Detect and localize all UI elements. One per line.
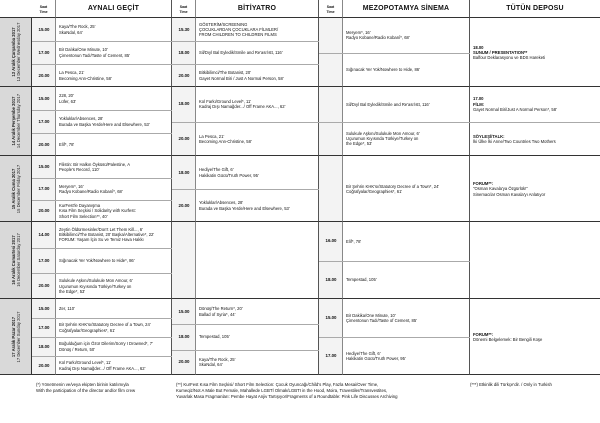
- screening-time: 17.00: [38, 324, 50, 330]
- screening-time: 20.00: [178, 202, 190, 208]
- screening-entry: [59, 70, 112, 80]
- footnote-line: Kumeqiz/Not A Male But Female, Mahallede LGBTİ Olmak/LGBTI in the Hood, Moira, Travestiler/Transvestites,: [176, 388, 388, 393]
- film-title-line: Boğulduğum için Özür Dilerim/Sorry I Drowned*, 7': [59, 341, 153, 347]
- slot-divider: [32, 133, 172, 134]
- film-title-line: Bir Dakika/One Minute, 10': [346, 312, 396, 318]
- event-time: 18.00: [473, 44, 484, 50]
- screening-entry: [473, 181, 545, 197]
- slot-divider: [172, 122, 319, 123]
- slot-divider: [172, 324, 319, 325]
- screening-entry: [199, 306, 243, 316]
- slot-divider: [32, 318, 172, 319]
- venue-aynali-gecit: AYNALI GEÇİT: [56, 0, 172, 18]
- film-title-line: Bitkibilimci/The Botanist, 20': [199, 70, 252, 76]
- footnotes: [0, 378, 600, 423]
- film-title-line: Bir Dalıka/One Minute, 10': [59, 47, 108, 53]
- screening-time: 18.00: [178, 334, 190, 339]
- slot-divider: [172, 41, 319, 42]
- film-title-line: Bir Şehrin KHK'sı/Statutory Decree of a Town, 24': [59, 322, 151, 328]
- screening-time: 20.00: [38, 362, 50, 368]
- screening-entry: [59, 360, 145, 370]
- screening-time: 20.00: [38, 72, 50, 78]
- film-title-line: Radyo Kobane/Radio Kobanî*, 68': [346, 35, 410, 41]
- venue-column: [196, 222, 319, 299]
- film-title-line: Short Film Selection**, 40': [59, 213, 108, 219]
- film-title-line: FORUM**:: [473, 331, 494, 337]
- screening-entry: [59, 184, 123, 194]
- day-block: [0, 156, 600, 222]
- day-label-text: [11, 164, 21, 212]
- film-title-line: Yokluklar/Absences, 28': [199, 200, 244, 206]
- film-title-line: Çimentonun Tadı/Taste of Cement, 85': [59, 52, 131, 58]
- film-title-line: "Osman Kavala'ya Özgürlük!": [473, 186, 528, 192]
- screening-entry: [346, 67, 420, 72]
- film-title-line: Bir Şehrin KHK'sı/Statutory Decree of a Town*, 24': [346, 183, 440, 189]
- day-label-en: 13 December Wednesday 2017: [15, 22, 21, 82]
- screening-entry: [346, 351, 406, 361]
- film-title-line: Kadraj Dışı Namağder.../ Off Frame AKA..., 62': [59, 365, 146, 371]
- film-title-line: Çimentonun Tadı/Taste of Cement, 85': [346, 318, 418, 323]
- film-title-line: KurFest'le Dayanışma: [59, 203, 101, 209]
- footnote-kurfest: [176, 382, 398, 400]
- film-title-line: Dönemi Belgelemek: Bir Bengili Koşe: [473, 337, 543, 342]
- day-label-en: 16 December Saturday 2017: [15, 233, 21, 287]
- footnote-language: [470, 382, 552, 388]
- footnote-line: With the participation of the director and/or film crew: [36, 388, 136, 393]
- footnote-line: (**) KurFest Kısa Film Seçkisi/ Short Film Selection: Çocuk Oyuncağı/Child's Play, Fazla Mesai/Over Time,: [176, 382, 379, 387]
- screening-entry: [59, 306, 75, 311]
- film-title-line: Sığınacak Yer Yok/Nowhere to Hide*, 86': [59, 257, 135, 263]
- screening-entry: [473, 96, 557, 112]
- screening-entry: [199, 22, 278, 38]
- film-title-line: La Pesca, 21': [199, 133, 225, 139]
- screening-time: 18.00: [38, 343, 50, 349]
- screening-time: 16.00: [325, 238, 337, 244]
- screening-entry: [473, 332, 542, 342]
- film-title-line: ÇOCUKLARDAN ÇOCUKLARA FİLMLER/: [199, 26, 279, 32]
- schedule-header: [0, 0, 600, 18]
- day-label-tr: 15 Aralık Cuma 2017: [10, 168, 16, 209]
- screening-entry: [59, 341, 153, 351]
- screening-entry: [59, 47, 130, 57]
- film-title-line: SkaNdal, 64': [59, 29, 83, 35]
- footnote-line: Yuvarlak Masa Fragmanları: Pembe Hayat Anjiv Tartışıyor/Fragments of a Roundtable: Pink Life Discusses Archiving: [176, 394, 398, 399]
- screening-time: 15.00: [38, 26, 50, 32]
- film-title-line: Kadraj Dışı Namağder.../ Off Frame AKA..., 62': [199, 104, 286, 110]
- film-title-line: Dönüş/The Return*, 20': [199, 306, 243, 312]
- film-title-line: Bitkibilimci/The Botanist, 20' Başka/Alternative*, 22': [59, 232, 155, 238]
- day-block: [0, 222, 600, 299]
- slot-divider: [32, 178, 172, 179]
- screening-time: 15.00: [178, 308, 190, 314]
- screening-time: 20.00: [38, 141, 50, 147]
- day-label-text: [11, 23, 21, 82]
- film-title-line: Filistin: Bir Halkın Öyküsü/Palestine, A: [59, 161, 130, 167]
- film-title-line: Uçurumun Kıyısında Türkiye/Turkey on: [346, 136, 419, 142]
- film-title-line: Lüfer, 63': [59, 98, 77, 104]
- film-title-line: Sulukule Aşkını/Sulukule Mon Amour, 6': [346, 130, 420, 136]
- film-title-line: İki Ülke İki Anne/Two Countries Two Mothers: [473, 138, 556, 144]
- screening-entry: [346, 131, 420, 147]
- screening-entry: [59, 258, 135, 263]
- slot-divider: [32, 110, 172, 111]
- screening-time: 17.00: [325, 353, 337, 358]
- day-label-tr: 14 Aralık Perşembe 2017: [10, 96, 16, 146]
- film-title-line: Hakikatin Gücü/Truth Power, 95': [199, 172, 259, 178]
- film-title-line: Kol Farkı/Ground Level*, 11': [59, 360, 112, 366]
- screening-entry: [59, 162, 130, 172]
- film-title-line: SkaNdal, 64': [199, 362, 223, 368]
- day-label-en: 14 December Thursday 2017: [15, 93, 21, 149]
- film-title-line: Becoming Ann-Christine, 58': [59, 75, 112, 81]
- film-title-line: Coğrafyalar/Geographies*, 61': [346, 189, 403, 194]
- event-time: 17.00: [473, 96, 484, 102]
- film-title-line: 228, 20': [59, 93, 74, 99]
- footnote-line: (*) Yönetmenin ve/veya ekipten birinin katılımıyla: [36, 382, 129, 387]
- screening-entry: [199, 357, 235, 367]
- day-label-tr: 16 Aralık Cumartesi 2017: [10, 235, 16, 285]
- schedule-grid: [0, 18, 600, 375]
- screening-time: 20.00: [178, 359, 190, 365]
- screening-entry: [199, 70, 284, 80]
- day-label: [0, 18, 32, 87]
- venue-column: [470, 222, 600, 299]
- slot-divider: [32, 248, 172, 249]
- day-label-en: 15 December Friday 2017: [15, 164, 21, 213]
- time-text: Time: [179, 9, 188, 14]
- day-label: [0, 156, 32, 222]
- film-title-line: Zer, 110': [59, 305, 75, 311]
- film-title-line: Yokluklar/Absences, 28': [59, 116, 104, 122]
- film-title-line: Uçurumun Kıyısında Türkiye/Turkey on: [59, 283, 132, 289]
- film-title-line: FORUM: Yaşam İçin Su ve Temiz Hava Hakkı: [59, 237, 144, 243]
- screening-entry: [473, 45, 545, 61]
- time-column: [319, 156, 343, 222]
- slot-divider: [172, 189, 319, 190]
- slot-divider: [172, 64, 319, 65]
- day-label-text: [11, 233, 21, 287]
- day-label: [0, 87, 32, 156]
- film-title-line: SUNUM / PRESENTATION**: [473, 49, 528, 55]
- film-title-line: GÖSTERİM/SCREENING: [199, 21, 248, 27]
- film-title-line: Hediye/The Gift, 6': [346, 350, 381, 356]
- film-title-line: SÖYLEŞİ/TALK:: [473, 133, 505, 139]
- film-title-line: Balfour Deklarasyonu ve BDS Hareketi: [473, 55, 546, 61]
- screening-entry: [59, 116, 150, 126]
- time-text: Time: [326, 9, 335, 14]
- film-title-line: FİLM:: [473, 101, 485, 107]
- day-label-text: [11, 311, 21, 362]
- time-text: Time: [39, 9, 48, 14]
- saat-text: Saat: [39, 5, 48, 9]
- saat-label-3: [319, 0, 343, 18]
- saat-text: Saat: [179, 5, 188, 9]
- film-title-line: Sil/Dıyl Bal Eyledik/Smile and Re'ası'istt, 116': [199, 49, 283, 55]
- screening-entry: [346, 102, 430, 107]
- film-title-line: FORUM**:: [473, 181, 494, 187]
- screening-time: 15.30: [178, 26, 190, 32]
- slot-divider: [32, 356, 172, 357]
- film-title-line: Sulukule Aşkını/Sulukule Mon Amour, 6': [59, 278, 133, 284]
- screening-time: 15.00: [38, 164, 50, 169]
- screening-time: 15.00: [38, 95, 50, 101]
- film-title-line: Meryem*, 16': [59, 183, 84, 189]
- screening-time: 18.00: [178, 169, 190, 175]
- screening-entry: [199, 167, 259, 177]
- film-title-line: Radyo Kobane/Radio Kobanî*, 68': [59, 189, 123, 194]
- screening-entry: [59, 227, 154, 243]
- film-title-line: FROM CHILDREN TO CHILDREN FILMS: [199, 32, 277, 38]
- screening-entry: [59, 93, 76, 103]
- film-title-line: the Edge*, 53': [346, 141, 373, 147]
- screening-entry: [346, 184, 439, 194]
- film-title-line: People's Record, 110': [59, 167, 100, 172]
- day-label-tr: 13 Aralık Çarşamba 2017: [10, 27, 16, 77]
- saat-label-2: [172, 0, 196, 18]
- film-title-line: Ballad of Syria*, 44': [199, 311, 236, 317]
- screening-entry: [199, 50, 283, 55]
- screening-entry: [473, 134, 556, 144]
- screening-time: 15.00: [325, 315, 337, 320]
- screening-entry: [59, 322, 151, 332]
- film-title-line: Sinemacılar Osman Kavala'yı Anlatıyor: [473, 191, 546, 197]
- screening-entry: [59, 203, 136, 219]
- screening-entry: [199, 99, 285, 109]
- screening-time: 18.00: [178, 49, 190, 55]
- screening-time: 20.00: [38, 283, 50, 289]
- film-title-line: Tempestad, 105': [346, 277, 377, 283]
- slot-divider: [319, 337, 470, 338]
- screening-time: 17.00: [38, 186, 50, 191]
- film-title-line: Sil/Dıyl Bal Eyledik/Smile and Re'ası'istt, 116': [346, 101, 430, 107]
- screening-entry: [346, 30, 410, 40]
- film-title-line: Kısa Film Seçkisi / Solidarity with Kurfest:: [59, 208, 136, 214]
- slot-divider: [32, 200, 172, 201]
- film-title-line: Gayet Normal Biri / Just A Normal Person, 58': [199, 75, 284, 81]
- screening-time: 17.00: [38, 257, 50, 263]
- film-title-line: Hediye/The Gift, 6': [199, 167, 234, 173]
- film-title-line: Zeytin Öldürmesinler/Don't Let Them Kill..., 6': [59, 227, 143, 233]
- day-label: [0, 299, 32, 375]
- screening-time: 18.00: [178, 101, 190, 107]
- film-title-line: Tempestad, 105': [199, 334, 230, 340]
- slot-divider: [470, 122, 600, 123]
- screening-time: 20.00: [178, 72, 190, 78]
- saat-text: Saat: [326, 5, 335, 9]
- film-title-line: Gayet Normal Biri/Just A Normal Person*, 58': [473, 106, 557, 112]
- header-blank: [0, 0, 32, 18]
- film-title-line: Kaya/The Rock, 25': [199, 357, 236, 363]
- screening-time: 20.00: [38, 208, 50, 213]
- film-title-line: Burada ve Başka Yerde/Here and Elsewhere, 53': [199, 205, 290, 211]
- screening-entry: [199, 200, 290, 210]
- slot-divider: [319, 122, 470, 123]
- slot-divider: [319, 261, 470, 262]
- slot-divider: [319, 53, 470, 54]
- film-title-line: Becoming Ann-Christine, 58': [199, 138, 252, 144]
- film-title-line: Coğrafyalar/Geographies*, 61': [59, 327, 116, 333]
- film-title-line: Burada ve Başka Yerde/Here and Elsewhere, 53': [59, 121, 150, 127]
- slot-divider: [32, 41, 172, 42]
- footnote-director: [36, 382, 135, 394]
- venue-mezopotamya-sinema: MEZOPOTAMYA SİNEMA: [343, 0, 470, 18]
- film-title-line: Kol Farkı/Ground Level*, 11': [199, 99, 252, 105]
- screening-time: 18.00: [325, 276, 337, 282]
- screening-time: 15.00: [38, 305, 50, 311]
- time-column: [172, 222, 196, 299]
- film-title-line: Dönüş / Return, 50': [59, 346, 95, 352]
- screening-entry: [59, 142, 74, 147]
- screening-entry: [346, 313, 417, 323]
- slot-divider: [32, 64, 172, 65]
- film-title-line: Elif*, 78': [59, 141, 75, 147]
- day-label-text: [11, 94, 21, 148]
- film-title-line: La Pesca, 21': [59, 70, 85, 76]
- footnote-line: (***) Etkinlik dili Türkçe'dir. / Only in Turkish: [470, 382, 552, 387]
- venue-tutun-deposu: TÜTÜN DEPOSU: [470, 0, 600, 18]
- screening-time: 14.00: [38, 231, 50, 237]
- venue-bitiyatro: BİTİYATRO: [196, 0, 319, 18]
- film-title-line: Kaya/The Rock, 25': [59, 24, 96, 30]
- film-title-line: Elif*, 78': [346, 238, 362, 244]
- saat-label-1: [32, 0, 56, 18]
- screening-entry: [346, 239, 361, 244]
- film-title-line: Meryem*, 16': [346, 30, 371, 36]
- day-block: [0, 18, 600, 87]
- screening-entry: [346, 277, 377, 282]
- screening-time: 17.00: [38, 118, 50, 124]
- day-block: [0, 299, 600, 375]
- screening-time: 20.00: [178, 135, 190, 141]
- screening-time: 17.00: [38, 49, 50, 55]
- slot-divider: [172, 350, 319, 351]
- day-label-en: 17 December Sunday 2017: [15, 311, 21, 362]
- slot-divider: [32, 273, 172, 274]
- film-title-line: Sığınacak Yer Yok/Nowhere to Hide, 86': [346, 67, 420, 73]
- day-label-tr: 17 Aralık Pazar 2017: [10, 316, 16, 357]
- screening-entry: [59, 24, 95, 34]
- day-label: [0, 222, 32, 299]
- screening-entry: [59, 278, 133, 294]
- film-title-line: Hakikatin Gücü/Truth Power, 95': [346, 356, 406, 361]
- day-block: [0, 87, 600, 156]
- screening-entry: [199, 334, 230, 339]
- slot-divider: [32, 337, 172, 338]
- screening-entry: [199, 134, 252, 144]
- film-title-line: the Edge*, 53': [59, 288, 86, 294]
